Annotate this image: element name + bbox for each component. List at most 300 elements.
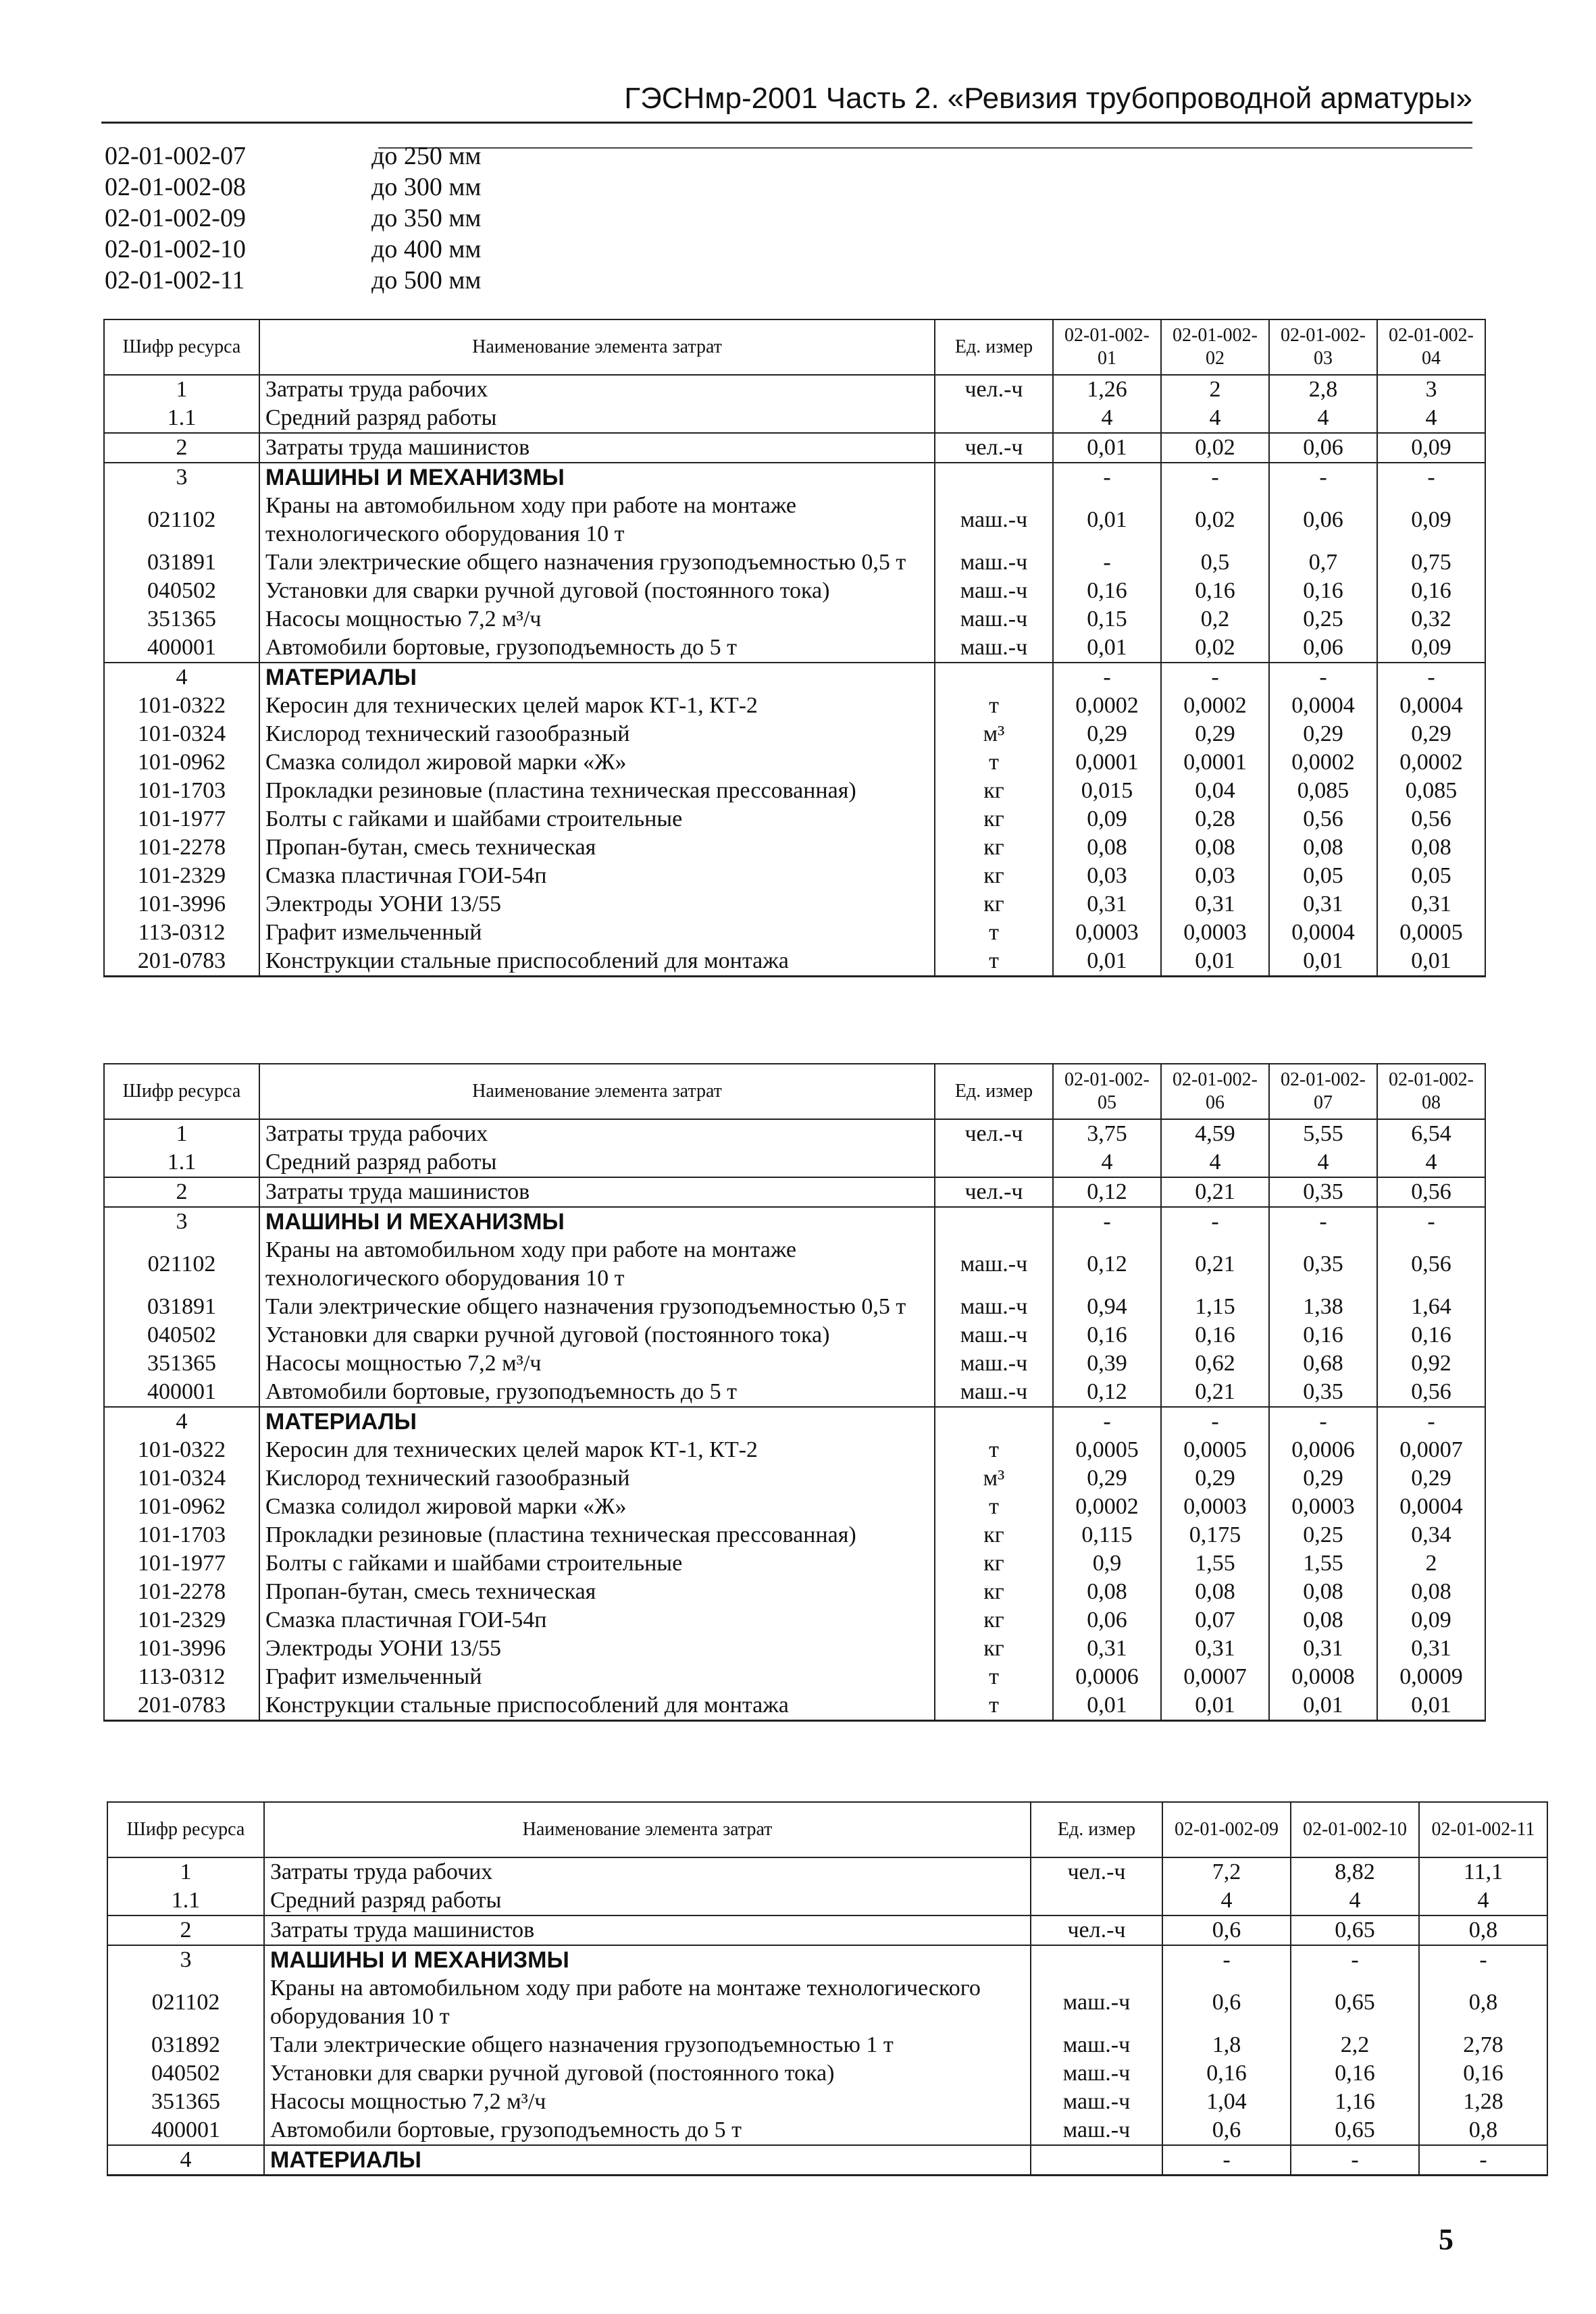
value-cell: 4 (1053, 404, 1161, 433)
cost-element-name: Болты с гайками и шайбами строительные (259, 1549, 935, 1578)
header-unit: Ед. измер (935, 319, 1053, 375)
resource-code: 3 (104, 1207, 259, 1236)
value-cell: 0,01 (1053, 433, 1161, 463)
table-row (104, 605, 1485, 634)
value-cell: 0,09 (1377, 1606, 1485, 1635)
value-cell: 0,08 (1269, 1578, 1377, 1606)
value-cell: 0,0006 (1053, 1663, 1161, 1691)
header-norm-code: 02-01-002-05 (1053, 1064, 1161, 1119)
resource-code: 101-1703 (104, 777, 259, 805)
header-cost-element: Наименование элемента затрат (259, 319, 935, 375)
value-cell: 0,08 (1053, 1578, 1161, 1606)
value-cell: - (1419, 2145, 1547, 2176)
resource-code: 400001 (104, 1378, 259, 1407)
value-cell: 0,06 (1269, 433, 1377, 463)
table-row (104, 692, 1485, 720)
value-cell: 0,28 (1161, 805, 1269, 833)
table-row (107, 2088, 1547, 2116)
cost-element-name: Насосы мощностью 7,2 м³/ч (259, 1349, 935, 1378)
unit: маш.-ч (935, 577, 1053, 605)
table-row (104, 833, 1485, 862)
unit (935, 1207, 1053, 1236)
value-cell: 0,0006 (1269, 1436, 1377, 1464)
unit: кг (935, 1606, 1053, 1635)
table-row (104, 1378, 1485, 1407)
cost-element-name: Затраты труда машинистов (264, 1916, 1031, 1945)
value-cell: 0,07 (1161, 1606, 1269, 1635)
value-cell: 0,0002 (1377, 748, 1485, 777)
code-number: 02-01-002-09 (105, 204, 246, 232)
value-cell: 4 (1377, 1148, 1485, 1177)
unit: кг (935, 805, 1053, 833)
resource-code: 1 (104, 1119, 259, 1148)
cost-element-name: Установки для сварки ручной дуговой (постоянного тока) (259, 1321, 935, 1349)
resource-table-2 (103, 1063, 1486, 1722)
value-cell: 0,56 (1377, 1236, 1485, 1293)
value-cell: 0,0004 (1269, 692, 1377, 720)
value-cell: 0,12 (1053, 1236, 1161, 1293)
unit: т (935, 919, 1053, 947)
unit: чел.-ч (935, 1177, 1053, 1207)
value-cell: 0,35 (1269, 1177, 1377, 1207)
value-cell: 1,64 (1377, 1293, 1485, 1321)
cost-element-name: Смазка пластичная ГОИ-54п (259, 1606, 935, 1635)
cost-element-name: Электроды УОНИ 13/55 (259, 890, 935, 919)
table-row (107, 1916, 1547, 1945)
value-cell: 0,115 (1053, 1521, 1161, 1549)
value-cell: 0,01 (1377, 947, 1485, 977)
unit: маш.-ч (1031, 1974, 1162, 2031)
cost-element-name: Затраты труда рабочих (259, 375, 935, 404)
resource-code: 040502 (104, 577, 259, 605)
resource-code: 101-1977 (104, 805, 259, 833)
cost-element-name: Тали электрические общего назначения грузоподъемностью 1 т (264, 2031, 1031, 2059)
header-norm-code: 02-01-002-02 (1161, 319, 1269, 375)
cost-element-name: Насосы мощностью 7,2 м³/ч (259, 605, 935, 634)
value-cell: 0,16 (1162, 2059, 1291, 2088)
unit: маш.-ч (1031, 2031, 1162, 2059)
value-cell: 0,0002 (1269, 748, 1377, 777)
resource-code: 101-0322 (104, 692, 259, 720)
value-cell: 0,21 (1161, 1236, 1269, 1293)
value-cell: - (1377, 463, 1485, 492)
value-cell: - (1053, 1207, 1161, 1236)
unit: маш.-ч (935, 1293, 1053, 1321)
value-cell: 4 (1377, 404, 1485, 433)
value-cell: - (1269, 663, 1377, 692)
unit: кг (935, 1578, 1053, 1606)
value-cell: 0,08 (1377, 1578, 1485, 1606)
resource-code: 101-0962 (104, 748, 259, 777)
unit: маш.-ч (935, 548, 1053, 577)
value-cell: 0,94 (1053, 1293, 1161, 1321)
header-cost-element: Наименование элемента затрат (259, 1064, 935, 1119)
value-cell: - (1053, 663, 1161, 692)
value-cell: 1,38 (1269, 1293, 1377, 1321)
value-cell: 0,12 (1053, 1177, 1161, 1207)
resource-code: 351365 (104, 605, 259, 634)
value-cell: 0,0003 (1161, 919, 1269, 947)
value-cell: 3,75 (1053, 1119, 1161, 1148)
value-cell: 0,09 (1377, 492, 1485, 548)
cost-element-name: МАШИНЫ И МЕХАНИЗМЫ (259, 463, 935, 492)
value-cell: 0,56 (1377, 805, 1485, 833)
value-cell: 0,05 (1269, 862, 1377, 890)
value-cell: 0,7 (1269, 548, 1377, 577)
value-cell: 0,08 (1377, 833, 1485, 862)
code-number: 02-01-002-11 (105, 266, 245, 294)
value-cell: 0,06 (1269, 492, 1377, 548)
resource-code: 400001 (107, 2116, 264, 2145)
code-list (105, 140, 481, 296)
value-cell: 0,0004 (1269, 919, 1377, 947)
value-cell: 0,03 (1053, 862, 1161, 890)
value-cell: 7,2 (1162, 1857, 1291, 1886)
unit (935, 1148, 1053, 1177)
cost-element-name: Насосы мощностью 7,2 м³/ч (264, 2088, 1031, 2116)
table-row (107, 2031, 1547, 2059)
value-cell: 0,56 (1377, 1177, 1485, 1207)
code-list-item (105, 140, 481, 172)
value-cell: 0,6 (1162, 2116, 1291, 2145)
table-header-row (104, 319, 1485, 375)
unit: кг (935, 1635, 1053, 1663)
table-row (104, 433, 1485, 463)
value-cell: 0,01 (1269, 1691, 1377, 1721)
value-cell: 0,01 (1053, 634, 1161, 663)
table-row (104, 1349, 1485, 1378)
code-number: 02-01-002-08 (105, 173, 246, 201)
cost-element-name: Керосин для технических целей марок КТ-1, КТ-2 (259, 692, 935, 720)
resource-code: 3 (104, 463, 259, 492)
resource-code: 031891 (104, 1293, 259, 1321)
value-cell: 0,31 (1053, 890, 1161, 919)
unit: кг (935, 1521, 1053, 1549)
value-cell: 0,04 (1161, 777, 1269, 805)
value-cell: - (1162, 1945, 1291, 1974)
table-row (104, 1236, 1485, 1293)
header-norm-code: 02-01-002-01 (1053, 319, 1161, 375)
value-cell: 8,82 (1291, 1857, 1419, 1886)
header-resource-code: Шифр ресурса (104, 1064, 259, 1119)
cost-element-name: Затраты труда рабочих (264, 1857, 1031, 1886)
header-norm-code: 02-01-002-11 (1419, 1802, 1547, 1857)
value-cell: 0,35 (1269, 1236, 1377, 1293)
value-cell: - (1162, 2145, 1291, 2176)
table-row (104, 1549, 1485, 1578)
code-number: 02-01-002-10 (105, 235, 246, 263)
value-cell: 4 (1162, 1886, 1291, 1916)
unit: маш.-ч (935, 1378, 1053, 1407)
value-cell: 1,04 (1162, 2088, 1291, 2116)
value-cell: 0,0005 (1053, 1436, 1161, 1464)
value-cell: 4 (1161, 1148, 1269, 1177)
value-cell: 0,0004 (1377, 692, 1485, 720)
code-size: до 350 мм (371, 204, 482, 232)
resource-code: 1.1 (104, 1148, 259, 1177)
value-cell: 0,175 (1161, 1521, 1269, 1549)
resource-code: 101-2329 (104, 862, 259, 890)
value-cell: 0,0007 (1377, 1436, 1485, 1464)
header-unit: Ед. измер (1031, 1802, 1162, 1857)
section-row (104, 463, 1485, 492)
value-cell: 0,56 (1269, 805, 1377, 833)
cost-element-name: Тали электрические общего назначения грузоподъемностью 0,5 т (259, 1293, 935, 1321)
value-cell: 0,03 (1161, 862, 1269, 890)
value-cell: 0,0003 (1161, 1493, 1269, 1521)
table-row (104, 805, 1485, 833)
resource-code: 021102 (104, 1236, 259, 1293)
value-cell: 0,015 (1053, 777, 1161, 805)
value-cell: - (1269, 1207, 1377, 1236)
value-cell: 0,0003 (1053, 919, 1161, 947)
cost-element-name: Тали электрические общего назначения грузоподъемностью 0,5 т (259, 548, 935, 577)
unit: чел.-ч (935, 433, 1053, 463)
value-cell: 0,08 (1053, 833, 1161, 862)
unit: чел.-ч (935, 375, 1053, 404)
resource-code: 101-1703 (104, 1521, 259, 1549)
cost-element-name: Прокладки резиновые (пластина техническая прессованная) (259, 777, 935, 805)
unit: маш.-ч (935, 1349, 1053, 1378)
section-row (104, 663, 1485, 692)
cost-element-name: Кислород технический газообразный (259, 1464, 935, 1493)
resource-code: 031892 (107, 2031, 264, 2059)
header-norm-code: 02-01-002-03 (1269, 319, 1377, 375)
resource-code: 021102 (107, 1974, 264, 2031)
value-cell: 0,01 (1053, 492, 1161, 548)
unit: маш.-ч (935, 1321, 1053, 1349)
value-cell: 0,8 (1419, 1974, 1547, 2031)
table-row (104, 1293, 1485, 1321)
value-cell: 4,59 (1161, 1119, 1269, 1148)
cost-element-name: Установки для сварки ручной дуговой (постоянного тока) (259, 577, 935, 605)
header-cost-element: Наименование элемента затрат (264, 1802, 1031, 1857)
table-row (104, 1663, 1485, 1691)
value-cell: 0,16 (1053, 1321, 1161, 1349)
value-cell: 0,08 (1161, 1578, 1269, 1606)
value-cell: 1,55 (1161, 1549, 1269, 1578)
table-row (104, 1321, 1485, 1349)
value-cell: 1,8 (1162, 2031, 1291, 2059)
value-cell: 0,01 (1377, 1691, 1485, 1721)
resource-code: 101-3996 (104, 890, 259, 919)
table-row (107, 1857, 1547, 1886)
value-cell: 0,01 (1053, 1691, 1161, 1721)
resource-code: 101-3996 (104, 1635, 259, 1663)
unit (1031, 2145, 1162, 2176)
resource-code: 1.1 (104, 404, 259, 433)
value-cell: 0,09 (1377, 634, 1485, 663)
table-row (104, 634, 1485, 663)
cost-element-name: Автомобили бортовые, грузоподъемность до 5 т (259, 1378, 935, 1407)
resource-code: 400001 (104, 634, 259, 663)
cost-element-name: Установки для сварки ручной дуговой (постоянного тока) (264, 2059, 1031, 2088)
unit (1031, 1945, 1162, 1974)
value-cell: 4 (1269, 404, 1377, 433)
table-row (104, 947, 1485, 977)
value-cell: 0,01 (1161, 1691, 1269, 1721)
resource-table-1 (103, 319, 1486, 977)
value-cell: 0,8 (1419, 1916, 1547, 1945)
resource-code: 101-2278 (104, 1578, 259, 1606)
unit: маш.-ч (935, 1236, 1053, 1293)
cost-element-name: Средний разряд работы (264, 1886, 1031, 1916)
resource-code: 4 (104, 663, 259, 692)
value-cell: 0,16 (1291, 2059, 1419, 2088)
value-cell: 0,12 (1053, 1378, 1161, 1407)
cost-element-name: Автомобили бортовые, грузоподъемность до 5 т (259, 634, 935, 663)
value-cell: 0,25 (1269, 1521, 1377, 1549)
resource-code: 101-2329 (104, 1606, 259, 1635)
value-cell: 0,16 (1269, 1321, 1377, 1349)
value-cell: 0,8 (1419, 2116, 1547, 2145)
value-cell: 0,09 (1377, 433, 1485, 463)
value-cell: 4 (1269, 1148, 1377, 1177)
header-norm-code: 02-01-002-10 (1291, 1802, 1419, 1857)
value-cell: 0,31 (1377, 890, 1485, 919)
cost-element-name: Болты с гайками и шайбами строительные (259, 805, 935, 833)
cost-element-name: Пропан-бутан, смесь техническая (259, 833, 935, 862)
value-cell: - (1419, 1945, 1547, 1974)
value-cell: 1,28 (1419, 2088, 1547, 2116)
cost-element-name: Конструкции стальные приспособлений для монтажа (259, 1691, 935, 1721)
cost-element-name: Краны на автомобильном ходу при работе на монтаже технологического оборудования 10 т (259, 1236, 935, 1293)
table-row (104, 862, 1485, 890)
value-cell: 0,0002 (1053, 692, 1161, 720)
table-row (107, 1974, 1547, 2031)
cost-element-name: Керосин для технических целей марок КТ-1, КТ-2 (259, 1436, 935, 1464)
table-row (107, 2059, 1547, 2088)
value-cell: 0,29 (1161, 720, 1269, 748)
cost-element-name: Графит измельченный (259, 1663, 935, 1691)
unit: т (935, 1691, 1053, 1721)
value-cell: 0,0002 (1161, 692, 1269, 720)
table-row (104, 1464, 1485, 1493)
value-cell: 0,5 (1161, 548, 1269, 577)
value-cell: 0,75 (1377, 548, 1485, 577)
value-cell: 0,0002 (1053, 1493, 1161, 1521)
value-cell: 0,32 (1377, 605, 1485, 634)
value-cell: 0,31 (1161, 1635, 1269, 1663)
cost-element-name: Электроды УОНИ 13/55 (259, 1635, 935, 1663)
value-cell: 0,92 (1377, 1349, 1485, 1378)
cost-element-name: Смазка солидол жировой марки «Ж» (259, 748, 935, 777)
code-list-item (105, 203, 481, 234)
value-cell: - (1053, 548, 1161, 577)
value-cell: - (1269, 1407, 1377, 1436)
unit: т (935, 1436, 1053, 1464)
resource-code: 1 (107, 1857, 264, 1886)
cost-element-name: Смазка пластичная ГОИ-54п (259, 862, 935, 890)
value-cell: 0,16 (1377, 1321, 1485, 1349)
value-cell: 1,16 (1291, 2088, 1419, 2116)
value-cell: 0,06 (1269, 634, 1377, 663)
table-row (104, 1148, 1485, 1177)
value-cell: 0,085 (1377, 777, 1485, 805)
table-row (104, 1578, 1485, 1606)
resource-code: 101-0322 (104, 1436, 259, 1464)
value-cell: 0,65 (1291, 1916, 1419, 1945)
value-cell: 0,02 (1161, 634, 1269, 663)
header-rule (378, 147, 1472, 149)
cost-element-name: Краны на автомобильном ходу при работе на монтаже технологического оборудования 10 т (259, 492, 935, 548)
cost-element-name: Краны на автомобильном ходу при работе на монтаже технологического оборудования 10 т (264, 1974, 1031, 2031)
resource-code: 4 (104, 1407, 259, 1436)
value-cell: 4 (1053, 1148, 1161, 1177)
cost-element-name: Конструкции стальные приспособлений для монтажа (259, 947, 935, 977)
value-cell: 0,0008 (1269, 1663, 1377, 1691)
value-cell: - (1053, 1407, 1161, 1436)
value-cell: - (1377, 1407, 1485, 1436)
cost-element-name: Смазка солидол жировой марки «Ж» (259, 1493, 935, 1521)
cost-element-name: Затраты труда машинистов (259, 1177, 935, 1207)
cost-element-name: Средний разряд работы (259, 1148, 935, 1177)
unit: чел.-ч (1031, 1857, 1162, 1886)
value-cell: 0,21 (1161, 1378, 1269, 1407)
resource-code: 031891 (104, 548, 259, 577)
unit: м³ (935, 1464, 1053, 1493)
page-header: ГЭСНмр-2001 Часть 2. «Ревизия трубопроводной арматуры» (101, 80, 1472, 124)
value-cell: - (1291, 2145, 1419, 2176)
value-cell: 0,29 (1161, 1464, 1269, 1493)
unit: маш.-ч (935, 492, 1053, 548)
table-row (104, 1119, 1485, 1148)
value-cell: - (1053, 463, 1161, 492)
resource-code: 101-2278 (104, 833, 259, 862)
value-cell: 2 (1377, 1549, 1485, 1578)
value-cell: 0,01 (1161, 947, 1269, 977)
resource-code: 040502 (104, 1321, 259, 1349)
value-cell: 0,2 (1161, 605, 1269, 634)
value-cell: 0,21 (1161, 1177, 1269, 1207)
table-row (104, 1606, 1485, 1635)
table-header-row (107, 1802, 1547, 1857)
section-row (104, 1407, 1485, 1436)
table-row (104, 890, 1485, 919)
unit: маш.-ч (935, 605, 1053, 634)
value-cell: 0,0003 (1269, 1493, 1377, 1521)
cost-element-name: Прокладки резиновые (пластина техническая прессованная) (259, 1521, 935, 1549)
value-cell: - (1269, 463, 1377, 492)
unit: т (935, 1663, 1053, 1691)
table-row (104, 720, 1485, 748)
value-cell: 0,16 (1269, 577, 1377, 605)
value-cell: 0,0007 (1161, 1663, 1269, 1691)
cost-element-name: МАТЕРИАЛЫ (264, 2145, 1031, 2176)
value-cell: - (1161, 463, 1269, 492)
resource-code: 101-1977 (104, 1549, 259, 1578)
value-cell: 0,31 (1053, 1635, 1161, 1663)
unit: чел.-ч (935, 1119, 1053, 1148)
table-row (104, 1691, 1485, 1721)
value-cell: 0,56 (1377, 1378, 1485, 1407)
unit (935, 404, 1053, 433)
value-cell: 0,08 (1269, 1606, 1377, 1635)
cost-element-name: Кислород технический газообразный (259, 720, 935, 748)
value-cell: 0,01 (1269, 947, 1377, 977)
value-cell: 0,25 (1269, 605, 1377, 634)
unit (935, 663, 1053, 692)
unit: м³ (935, 720, 1053, 748)
page-number: 5 (1439, 2223, 1453, 2256)
table-row (104, 548, 1485, 577)
value-cell: 2,8 (1269, 375, 1377, 404)
section-row (107, 1945, 1547, 1974)
cost-element-name: МАШИНЫ И МЕХАНИЗМЫ (264, 1945, 1031, 1974)
header-norm-code: 02-01-002-07 (1269, 1064, 1377, 1119)
code-size: до 300 мм (371, 173, 482, 201)
resource-code: 4 (107, 2145, 264, 2176)
